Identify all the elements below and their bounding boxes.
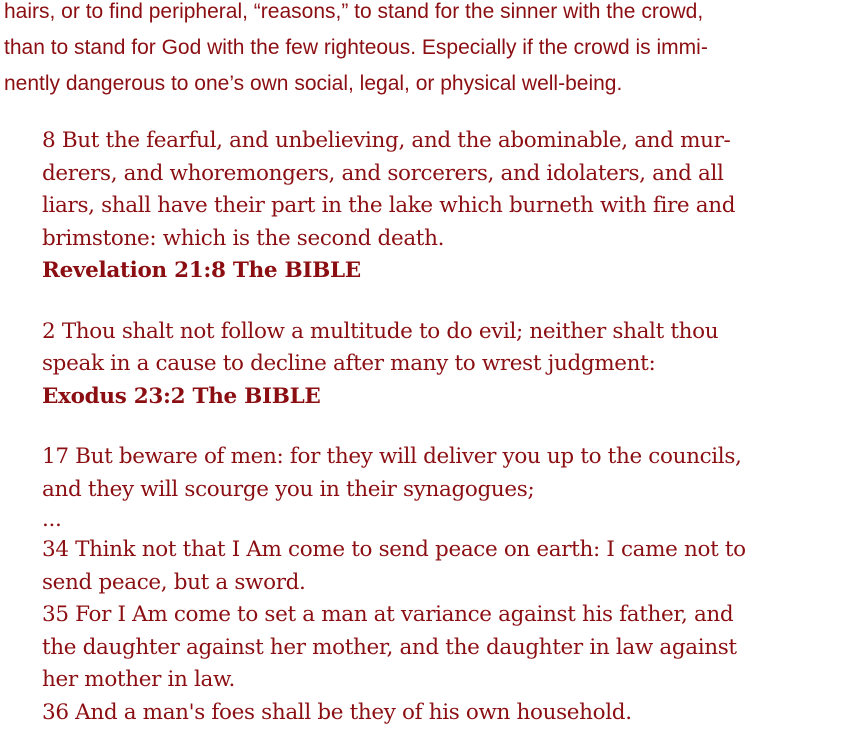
verse-line: 2 Thou shalt not follow a multitude to do evil; neither shalt thou <box>42 318 719 344</box>
verse-line: her mother in law. <box>42 667 235 692</box>
verse-line: liars, shall have their part in the lake which burneth with fire and <box>42 193 736 218</box>
spacer <box>42 288 857 316</box>
verse-line: the daughter against her mother, and the daughter in law against <box>42 634 737 660</box>
verse-line: speak in a cause to decline after many to wrest judgment: <box>42 351 656 376</box>
intro-line: nently dangerous to one’s own social, legal, or physical well-being. <box>4 72 623 95</box>
verse-line: 8 But the fearful, and unbelieving, and the abominable, and mur- <box>42 128 731 153</box>
intro-line: hairs, or to find peripheral, “reasons,” to stand for the sinner with the crowd, <box>4 0 704 23</box>
spacer <box>42 413 857 441</box>
verse-reference: Revelation 21:8 The BIBLE <box>42 258 361 283</box>
ellipsis: ... <box>42 507 62 532</box>
verse-line: 35 For I Am come to set a man at variance against his father, and <box>42 602 734 627</box>
intro-paragraph <box>4 0 860 102</box>
verse-line: brimstone: which is the second death. <box>42 225 445 251</box>
verse-line: and they will scourge you in their synagogues; <box>42 476 535 502</box>
quote-matthew <box>42 441 857 729</box>
intro-line: than to stand for God with the few righteous. Especially if the crowd is immi- <box>4 36 708 59</box>
verse-line: send peace, but a sword. <box>42 569 306 595</box>
quote-exodus <box>42 316 857 414</box>
verse-line: derers, and whoremongers, and sorcerers, and idolaters, and all <box>42 160 724 186</box>
scripture-quotes <box>42 125 857 729</box>
quote-revelation <box>42 125 857 288</box>
verse-reference: Exodus 23:2 The BIBLE <box>42 383 321 409</box>
verse-line: 17 But beware of men: for they will deliver you up to the councils, <box>42 444 742 469</box>
verse-line: 34 Think not that I Am come to send peace on earth: I came not to <box>42 537 746 562</box>
verse-line: 36 And a man's foes shall be they of his own household. <box>42 699 632 725</box>
